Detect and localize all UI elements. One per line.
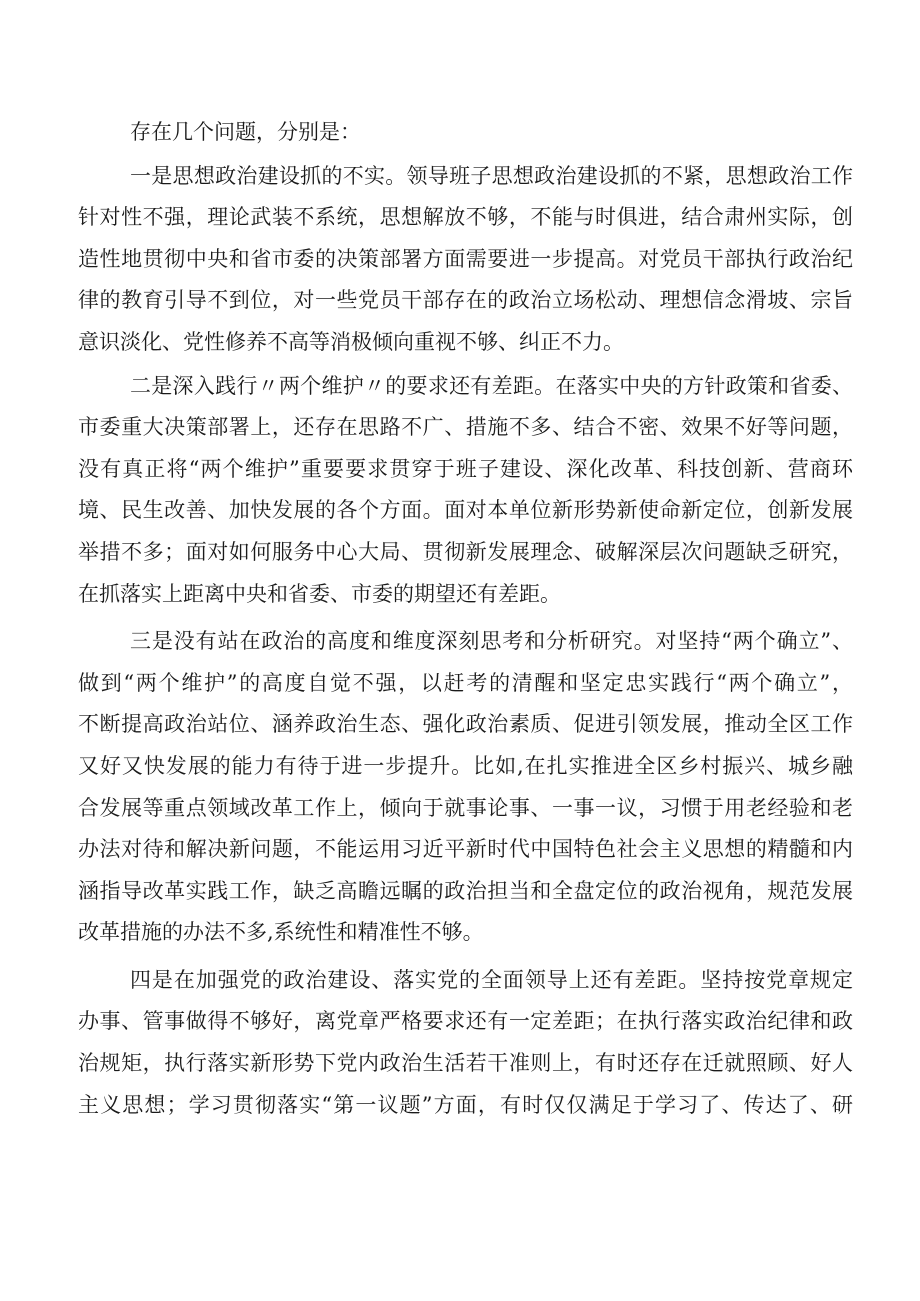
text-line: 存在几个问题，分别是： bbox=[130, 120, 361, 144]
text-line: 二是深入践行〃两个维护〃的要求还有差距。在落实中央的方针政策和省委、 bbox=[130, 373, 853, 398]
text-line: 做到“两个维护”的高度自觉不强，以赶考的清醒和坚定忠实践行“两个确立”， bbox=[78, 670, 853, 695]
text-line: 主义思想；学习贯彻落实“第一议题”方面，有时仅仅满足于学习了、传达了、研 bbox=[78, 1092, 853, 1117]
text-line: 合发展等重点领域改革工作上，倾向于就事论事、一事一议，习惯于用老经验和老 bbox=[78, 795, 853, 820]
text-line: 在抓落实上距离中央和省委、市委的期望还有差距。 bbox=[78, 581, 561, 606]
paragraph-intro bbox=[78, 112, 853, 154]
text-line: 市委重大决策部署上，还存在思路不广、措施不多、结合不密、效果不好等问题， bbox=[78, 415, 853, 440]
text-line: 境、民生改善、加快发展的各个方面。面对本单位新形势新使命新定位，创新发展 bbox=[78, 498, 853, 523]
text-line: 律的教育引导不到位，对一些党员干部存在的政治立场松动、理想信念滑坡、宗旨 bbox=[78, 288, 853, 313]
text-line: 涵指导改革实践工作，缺乏高瞻远瞩的政治担当和全盘定位的政治视角，规范发展 bbox=[78, 878, 853, 903]
text-line: 又好又快发展的能力有待于进一步提升。比如,在扎实推进全区乡村振兴、城乡融 bbox=[78, 753, 853, 778]
paragraph-issue-3 bbox=[78, 621, 853, 954]
text-line: 办事、管事做得不够好，离党章严格要求还有一定差距；在执行落实政治纪律和政 bbox=[78, 1009, 853, 1034]
text-line: 造性地贯彻中央和省市委的决策部署方面需要进一步提高。对党员干部执行政治纪 bbox=[78, 246, 853, 271]
text-line: 四是在加强党的政治建设、落实党的全面领导上还有差距。坚持按党章规定 bbox=[130, 967, 853, 992]
text-line: 举措不多；面对如何服务中心大局、贯彻新发展理念、破解深层次问题缺乏研究， bbox=[78, 539, 853, 564]
paragraph-issue-4 bbox=[78, 960, 853, 1126]
text-line: 针对性不强，理论武装不系统，思想解放不够，不能与时俱进，结合肃州实际，创 bbox=[78, 205, 853, 230]
document-body bbox=[78, 112, 853, 1126]
paragraph-issue-2 bbox=[78, 366, 853, 616]
text-line: 治规矩，执行落实新形势下党内政治生活若干准则上，有时还存在迁就照顾、好人 bbox=[78, 1051, 853, 1076]
text-line: 没有真正将“两个维护”重要要求贯穿于班子建设、深化改革、科技创新、营商环 bbox=[78, 456, 853, 481]
text-line: 一是思想政治建设抓的不实。领导班子思想政治建设抓的不紧，思想政治工作 bbox=[130, 163, 853, 188]
text-line: 办法对待和解决新问题，不能运用习近平新时代中国特色社会主义思想的精髓和内 bbox=[78, 837, 853, 862]
text-line: 三是没有站在政治的高度和维度深刻思考和分析研究。对坚持“两个确立”、 bbox=[130, 629, 853, 654]
text-line: 改革措施的办法不多,系统性和精准性不够。 bbox=[78, 920, 484, 945]
text-line: 意识淡化、党性修养不高等消极倾向重视不够、纠正不力。 bbox=[78, 329, 624, 354]
paragraph-issue-1 bbox=[78, 156, 853, 364]
text-line: 不断提高政治站位、涵养政治生态、强化政治素质、促进引领发展，推动全区工作 bbox=[78, 712, 853, 737]
